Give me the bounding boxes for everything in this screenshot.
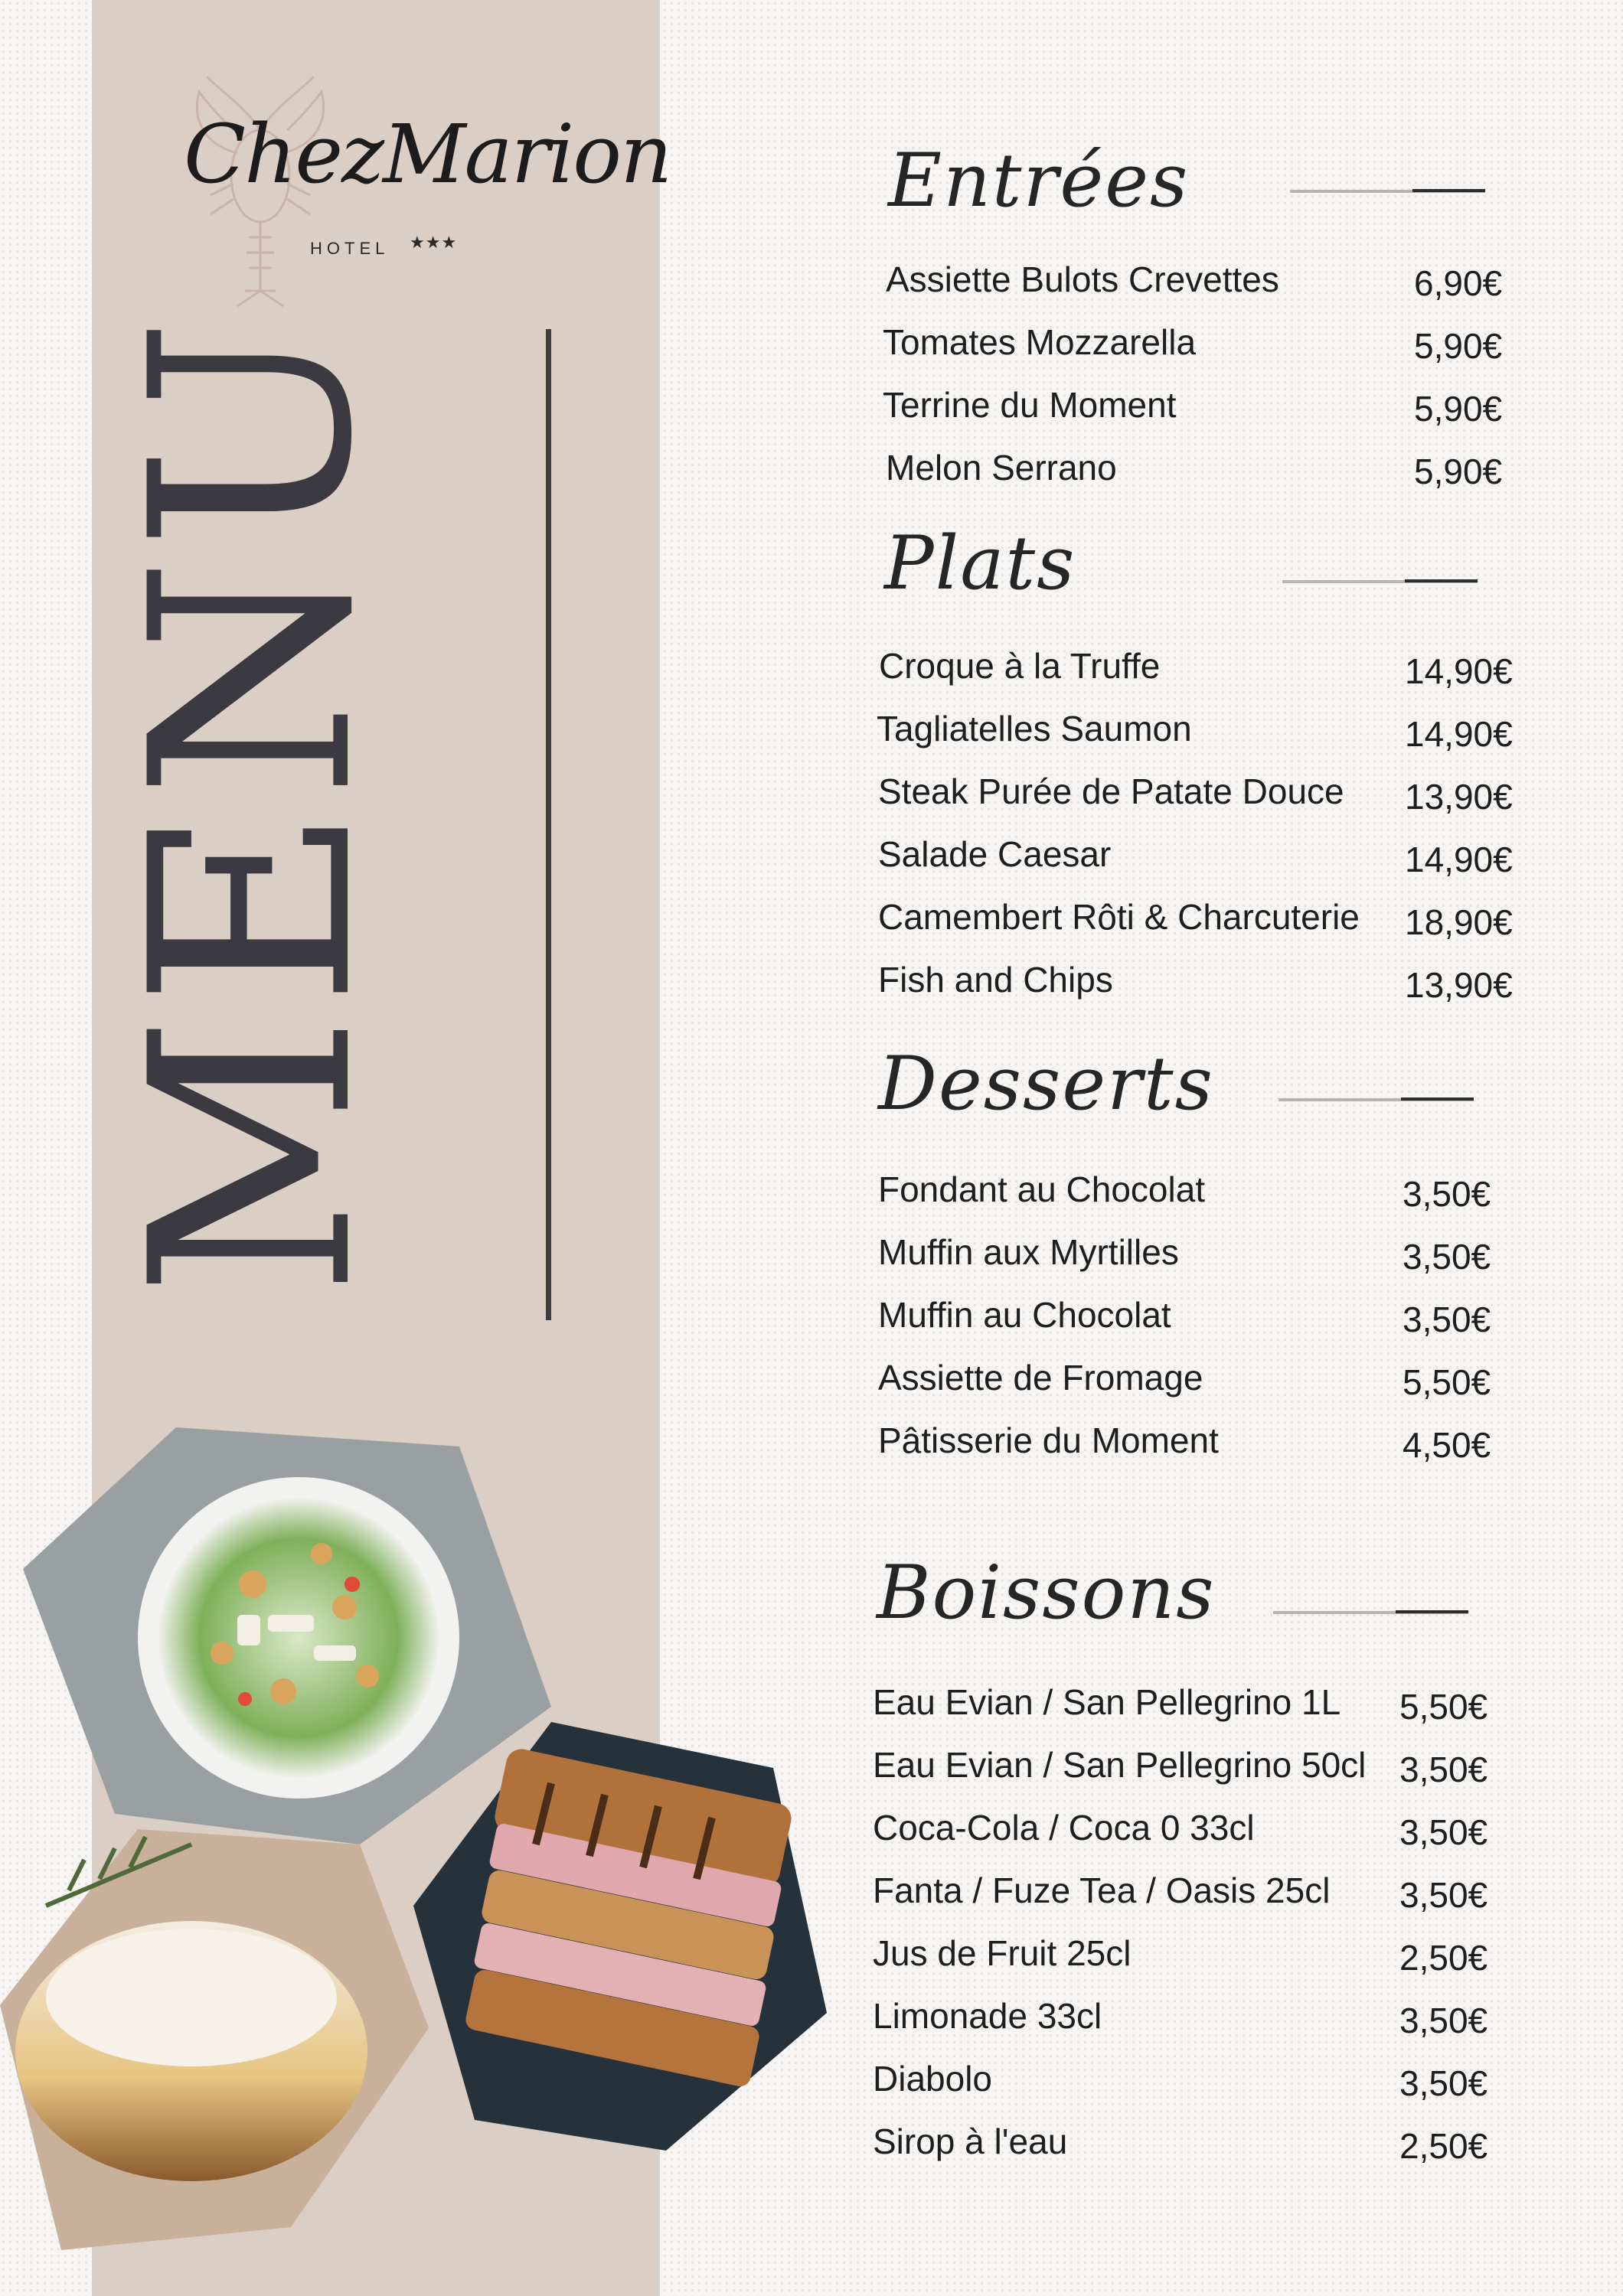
section-rule	[1278, 1098, 1474, 1101]
menu-item-price: 3,50€	[1399, 1750, 1488, 1789]
logo-wordmark: ChezMarion	[184, 107, 671, 201]
menu-item-name: Terrine du Moment	[883, 385, 1177, 425]
menu-item-price: 2,50€	[1399, 1938, 1488, 1978]
section-rule	[1282, 580, 1478, 583]
menu-item-name: Fanta / Fuze Tea / Oasis 25cl	[873, 1870, 1331, 1910]
logo-stars: ★★★	[410, 233, 458, 252]
menu-item-price: 3,50€	[1403, 1237, 1491, 1277]
croque-sandwich-photo	[413, 1722, 827, 2151]
menu-item-price: 13,90€	[1405, 965, 1513, 1005]
menu-item-name: Melon Serrano	[886, 448, 1117, 488]
menu-item-name: Croque à la Truffe	[879, 646, 1161, 686]
menu-item-price: 5,90€	[1414, 452, 1503, 491]
section-title-entrees: Entrées	[888, 138, 1190, 223]
menu-item-price: 3,50€	[1403, 1174, 1491, 1214]
section-rule	[1273, 1611, 1468, 1614]
menu-item-name: Pâtisserie du Moment	[878, 1420, 1219, 1460]
menu-item-price: 14,90€	[1405, 651, 1513, 691]
menu-item-name: Limonade 33cl	[873, 1996, 1102, 2036]
menu-item-price: 3,50€	[1403, 1300, 1491, 1339]
section-title-desserts: Desserts	[878, 1041, 1214, 1127]
hotel-logo	[176, 61, 671, 314]
menu-item-name: Fish and Chips	[878, 960, 1113, 1000]
menu-item-price: 5,90€	[1414, 326, 1503, 366]
menu-item-name: Camembert Rôti & Charcuterie	[878, 897, 1360, 937]
camembert-photo	[0, 1829, 429, 2250]
menu-item-price: 14,90€	[1405, 714, 1513, 754]
menu-item-name: Salade Caesar	[878, 834, 1112, 874]
menu-item-name: Tagliatelles Saumon	[877, 709, 1192, 748]
logo-hotel-label: HOTEL	[310, 239, 390, 258]
food-photos	[0, 1416, 842, 2296]
menu-item-name: Tomates Mozzarella	[883, 322, 1197, 362]
menu-item-price: 14,90€	[1405, 840, 1513, 879]
menu-item-name: Muffin au Chocolat	[878, 1295, 1171, 1335]
menu-item-name: Coca-Cola / Coca 0 33cl	[873, 1808, 1255, 1848]
menu-item-name: Eau Evian / San Pellegrino 1L	[873, 1682, 1341, 1722]
menu-item-name: Diabolo	[873, 2059, 992, 2099]
caesar-salad-photo	[23, 1427, 551, 1844]
menu-item-name: Steak Purée de Patate Douce	[878, 771, 1344, 811]
menu-item-name: Jus de Fruit 25cl	[873, 1933, 1132, 1973]
menu-item-price: 3,50€	[1399, 1812, 1488, 1852]
menu-item-price: 5,50€	[1403, 1362, 1491, 1402]
menu-item-name: Assiette de Fromage	[878, 1358, 1203, 1397]
menu-item-price: 2,50€	[1399, 2126, 1488, 2166]
menu-item-price: 3,50€	[1399, 2001, 1488, 2040]
menu-vertical-title: MENU	[92, 310, 413, 1297]
vertical-divider	[546, 329, 551, 1320]
menu-item-price: 18,90€	[1405, 902, 1513, 942]
menu-item-name: Sirop à l'eau	[873, 2122, 1068, 2161]
menu-item-price: 5,90€	[1414, 389, 1503, 429]
section-rule	[1290, 190, 1485, 193]
menu-item-price: 13,90€	[1405, 777, 1513, 817]
menu-item-name: Eau Evian / San Pellegrino 50cl	[873, 1745, 1367, 1785]
menu-item-price: 5,50€	[1399, 1687, 1488, 1727]
menu-item-name: Muffin aux Myrtilles	[878, 1232, 1179, 1272]
section-title-plats: Plats	[884, 520, 1076, 606]
menu-item-name: Assiette Bulots Crevettes	[886, 259, 1279, 299]
menu-item-price: 3,50€	[1399, 1875, 1488, 1915]
menu-item-price: 6,90€	[1414, 263, 1503, 303]
menu-item-name: Fondant au Chocolat	[878, 1169, 1206, 1209]
menu-item-price: 4,50€	[1403, 1425, 1491, 1465]
section-title-boissons: Boissons	[877, 1550, 1216, 1636]
menu-item-price: 3,50€	[1399, 2063, 1488, 2103]
